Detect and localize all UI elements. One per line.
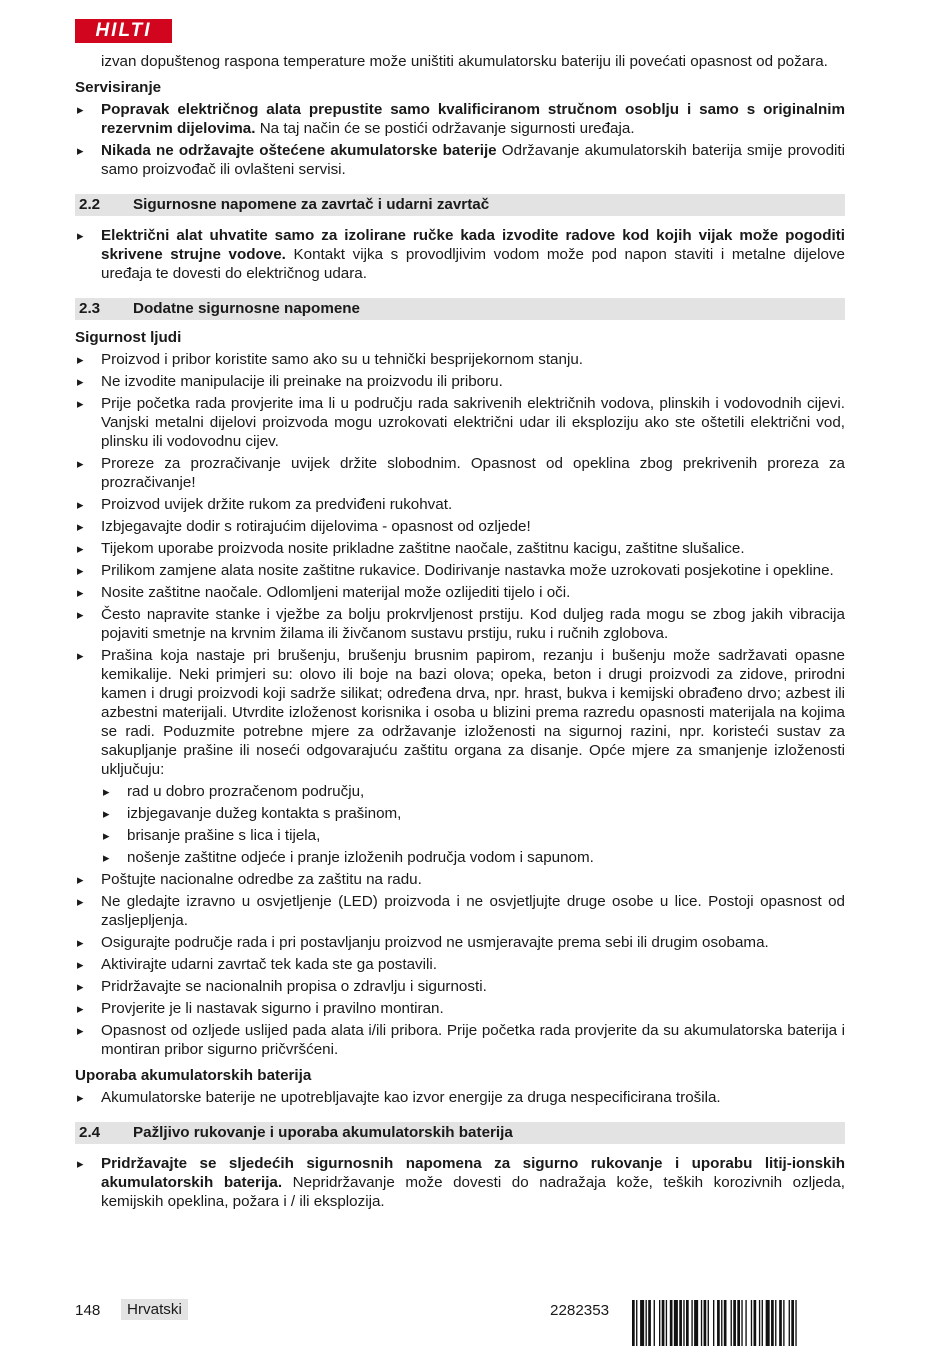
barcode-image [632, 1300, 845, 1346]
list-item: ▸ Tijekom uporabe proizvoda nosite prikladne zaštitne naočale, zaštitnu kacigu, zaštitne slušalice. [75, 539, 845, 558]
list-item: ▸ Nosite zaštitne naočale. Odlomljeni materijal može ozlijediti tijelo i oči. [75, 583, 845, 602]
list-item: ▸ Prije početka rada provjerite ima li u području rada sakrivenih električnih vodova, plinskih i vodovodnih cijevi. Vanjski metalni dijelovi proizvoda mogu uzrokovati električni udar ili eksploziju ako ste oštetili električni vod, plinsku ili vodovodnu cijev. [75, 394, 845, 451]
list-item: ▸ Osigurajte područje rada i pri postavljanju proizvod ne usmjeravajte prema sebi ili drugim osobama. [75, 933, 845, 952]
list-item: ▸ Proizvod uvijek držite rukom za predviđeni rukohvat. [75, 495, 845, 514]
list-item: ▸ Ne gledajte izravno u osvjetljenje (LED) proizvoda i ne osvjetljujte druge osobe u lice. Postoji opasnost od zasljepljenja. [75, 892, 845, 930]
list-item: ▸ Provjerite je li nastavak sigurno i pravilno montiran. [75, 999, 845, 1018]
list-item: ▸ Poštujte nacionalne odredbe za zaštitu na radu. [75, 870, 845, 889]
page-number: 148 [75, 1302, 101, 1319]
servicing-heading: Servisiranje [75, 79, 162, 96]
list-item: ▸ Pridržavajte se sljedećih sigurnosnih napomena za sigurno rukovanje i uporabu litij-ionskih akumulatorskih baterija. Nepridržavanje može dovesti do nadražaja kože, teških korozivnih ozljeda, kemijskih opeklina, požara i / ili eksplozija. [75, 1154, 845, 1211]
list-item: ▸ Nikada ne održavajte oštećene akumulatorske baterije Održavanje akumulatorskih baterija smije provoditi samo proizvođač ili ovlašteni servisi. [75, 141, 845, 179]
document-code: 2282353 [550, 1302, 610, 1319]
sub-list-item: ▸ nošenje zaštitne odjeće i pranje izloženih područja vodom i sapunom. [101, 848, 845, 867]
intro-continuation: izvan dopuštenog raspona temperature može uništiti akumulatorsku bateriju ili povećati opasnost od požara. [101, 53, 828, 70]
hilti-logo: HILTI [75, 19, 172, 43]
list-item: ▸ Proreze za prozračivanje uvijek držite slobodnim. Opasnost od opeklina zbog prekrivenih proreza za prozračivanje! [75, 454, 845, 492]
list-item: ▸ Izbjegavajte dodir s rotirajućim dijelovima - opasnost od ozljede! [75, 517, 845, 536]
list-item: ▸ Električni alat uhvatite samo za izolirane ručke kada izvodite radove kod kojih vijak može pogoditi skrivene strujne vodove. Kontakt vijka s provodljivim vodom može pod napon staviti i metalne dijelove uređaja te dovesti do električnog udara. [75, 226, 845, 283]
list-item: ▸ Opasnost od ozljede uslijed pada alata i/ili pribora. Prije početka rada provjerite da su akumulatorska baterija i montiran pribor sigurno pričvršćeni. [75, 1021, 845, 1059]
list-item: ▸ Pridržavajte se nacionalnih propisa o zdravlju i sigurnosti. [75, 977, 845, 996]
sub-list-item: ▸ rad u dobro prozračenom području, [101, 782, 845, 801]
sub-list-item: ▸ brisanje prašine s lica i tijela, [101, 826, 845, 845]
section-header-2-4: 2.4 Pažljivo rukovanje i uporaba akumulatorskih baterija [75, 1122, 845, 1144]
list-item: ▸ Proizvod i pribor koristite samo ako su u tehnički besprijekornom stanju. [75, 350, 845, 369]
list-item: ▸ Često napravite stanke i vježbe za bolju prokrvljenost prstiju. Kod duljeg rada mogu se zbog jakih vibracija pojaviti smetnje na krvnim žilama ili živčanom sustavu prstiju, ruku i ručnih zglobova. [75, 605, 845, 643]
section-header-2-3: 2.3 Dodatne sigurnosne napomene [75, 298, 845, 320]
language-label: Hrvatski [121, 1299, 188, 1320]
list-item: ▸ Ne izvodite manipulacije ili preinake na proizvodu ili priboru. [75, 372, 845, 391]
list-item: ▸ Prašina koja nastaje pri brušenju, brušenju brusnim papirom, rezanju i bušenju može sadržavati opasne kemikalije. Neki primjeri su: olovo ili boje na bazi olova; opeka, beton i drugi proizvodi za zidove, prirodni kamen i drugi proizvodi koji sadrže silikat; određena drva, npr. hrast, bukva i kemijski obrađeno drvo; azbest ili azbestni materijali. Utvrdite izloženost korisnika i osoba u blizini prema razredu opasnosti materijala na kojima se radi. Poduzmite potrebne mjere za održavanje izloženosti na sigurnoj razini, npr. koristeći sustav za sakupljanje prašine ili noseći odgovarajuću zaštitu organa za disanje. Opće mjere za smanjenje izloženosti uključuju: [75, 646, 845, 779]
list-item: ▸ Prilikom zamjene alata nosite zaštitne rukavice. Dodirivanje nastavka može uzrokovati posjekotine i opekline. [75, 561, 845, 580]
list-item: ▸ Akumulatorske baterije ne upotrebljavajte kao izvor energije za druga nespecificirana trošila. [75, 1088, 845, 1107]
battery-use-heading: Uporaba akumulatorskih baterija [75, 1067, 312, 1084]
page-content [75, 52, 845, 1211]
list-item: ▸ Popravak električnog alata prepustite samo kvalificiranom stručnom osoblju i samo s originalnim rezervnim dijelovima. Na taj način će se postići održavanje sigurnosti uređaja. [75, 100, 845, 138]
list-item: ▸ Aktivirajte udarni zavrtač tek kada ste ga postavili. [75, 955, 845, 974]
section-header-2-2: 2.2 Sigurnosne napomene za zavrtač i udarni zavrtač [75, 194, 845, 216]
sub-list-item: ▸ izbjegavanje dužeg kontakta s prašinom, [101, 804, 845, 823]
personal-safety-heading: Sigurnost ljudi [75, 329, 182, 346]
